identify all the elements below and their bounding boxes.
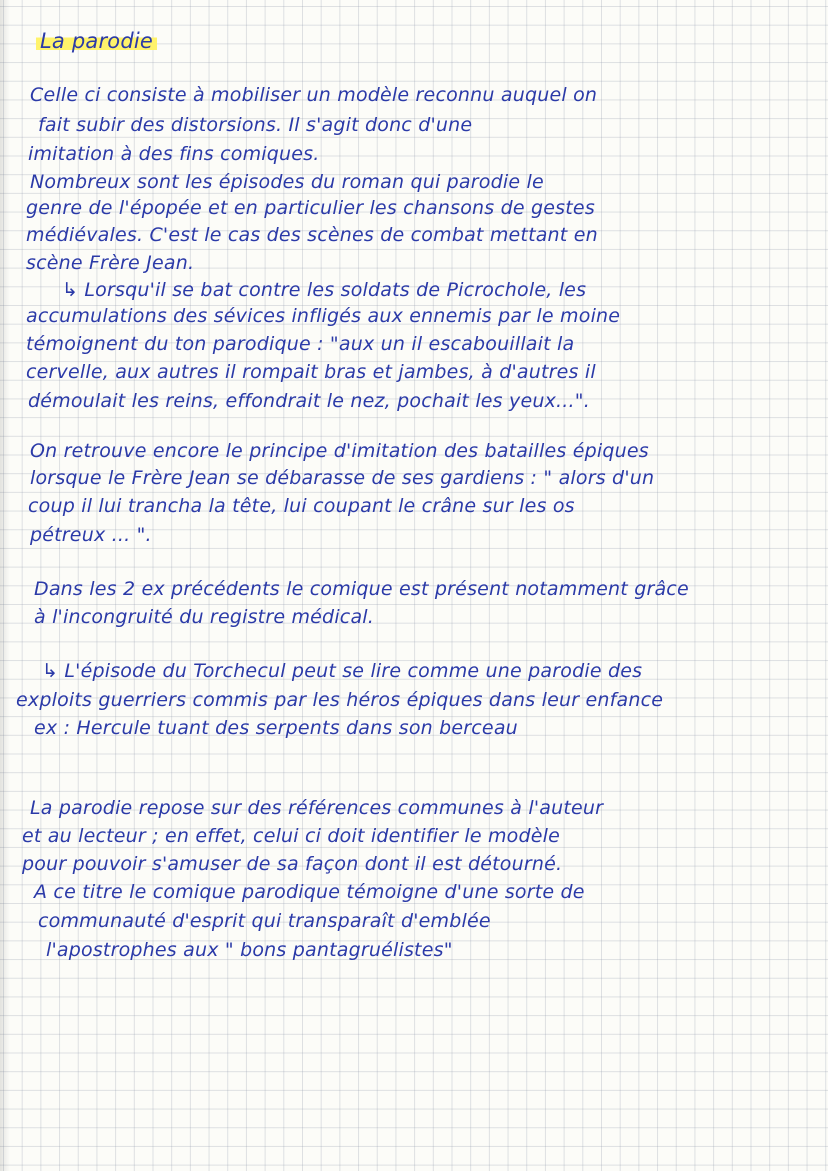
text-line: Celle ci consiste à mobiliser un modèle reconnu auquel on xyxy=(30,84,598,106)
text-line: accumulations des sévices infligés aux ennemis par le moine xyxy=(26,305,621,327)
text-line: communauté d'esprit qui transparaît d'emblée xyxy=(38,910,491,932)
text-line: à l'incongruité du registre médical. xyxy=(34,606,375,628)
text-line: La parodie repose sur des références communes à l'auteur xyxy=(30,797,604,819)
text-line: On retrouve encore le principe d'imitation des batailles épiques xyxy=(30,440,649,462)
page-title: La parodie xyxy=(36,30,157,52)
text-line: démoulait les reins, effondrait le nez, pochait les yeux...". xyxy=(28,390,590,412)
text-line: lorsque le Frère Jean se débarasse de ses gardiens : " alors d'un xyxy=(30,467,655,489)
text-line: scène Frère Jean. xyxy=(26,252,195,274)
text-line: Dans les 2 ex précédents le comique est présent notamment grâce xyxy=(34,578,689,600)
text-line: coup il lui trancha la tête, lui coupant le crâne sur les os xyxy=(28,495,575,517)
text-line: et au lecteur ; en effet, celui ci doit identifier le modèle xyxy=(22,825,561,847)
text-line: Nombreux sont les épisodes du roman qui parodie le xyxy=(30,171,544,193)
text-line: pour pouvoir s'amuser de sa façon dont il est détourné. xyxy=(22,853,563,875)
text-line: A ce titre le comique parodique témoigne d'une sorte de xyxy=(34,881,585,903)
text-line: pétreux ... ". xyxy=(30,524,152,546)
text-line: imitation à des fins comiques. xyxy=(28,143,320,165)
text-line: l'apostrophes aux " bons pantagruélistes" xyxy=(46,939,453,961)
text-line: ↳ Lorsqu'il se bat contre les soldats de Picrochole, les xyxy=(62,279,587,301)
text-line: cervelle, aux autres il rompait bras et jambes, à d'autres il xyxy=(26,361,596,383)
text-line: ↳ L'épisode du Torchecul peut se lire comme une parodie des xyxy=(42,660,643,682)
text-line: fait subir des distorsions. Il s'agit donc d'une xyxy=(38,114,473,136)
page-edge-shadow xyxy=(0,0,10,1171)
text-line: genre de l'épopée et en particulier les chansons de gestes xyxy=(26,197,595,219)
text-line: exploits guerriers commis par les héros épiques dans leur enfance xyxy=(16,689,664,711)
text-line: médiévales. C'est le cas des scènes de combat mettant en xyxy=(26,224,598,246)
text-line: ex : Hercule tuant des serpents dans son berceau xyxy=(34,717,518,739)
text-line: témoignent du ton parodique : "aux un il escabouillait la xyxy=(26,333,575,355)
